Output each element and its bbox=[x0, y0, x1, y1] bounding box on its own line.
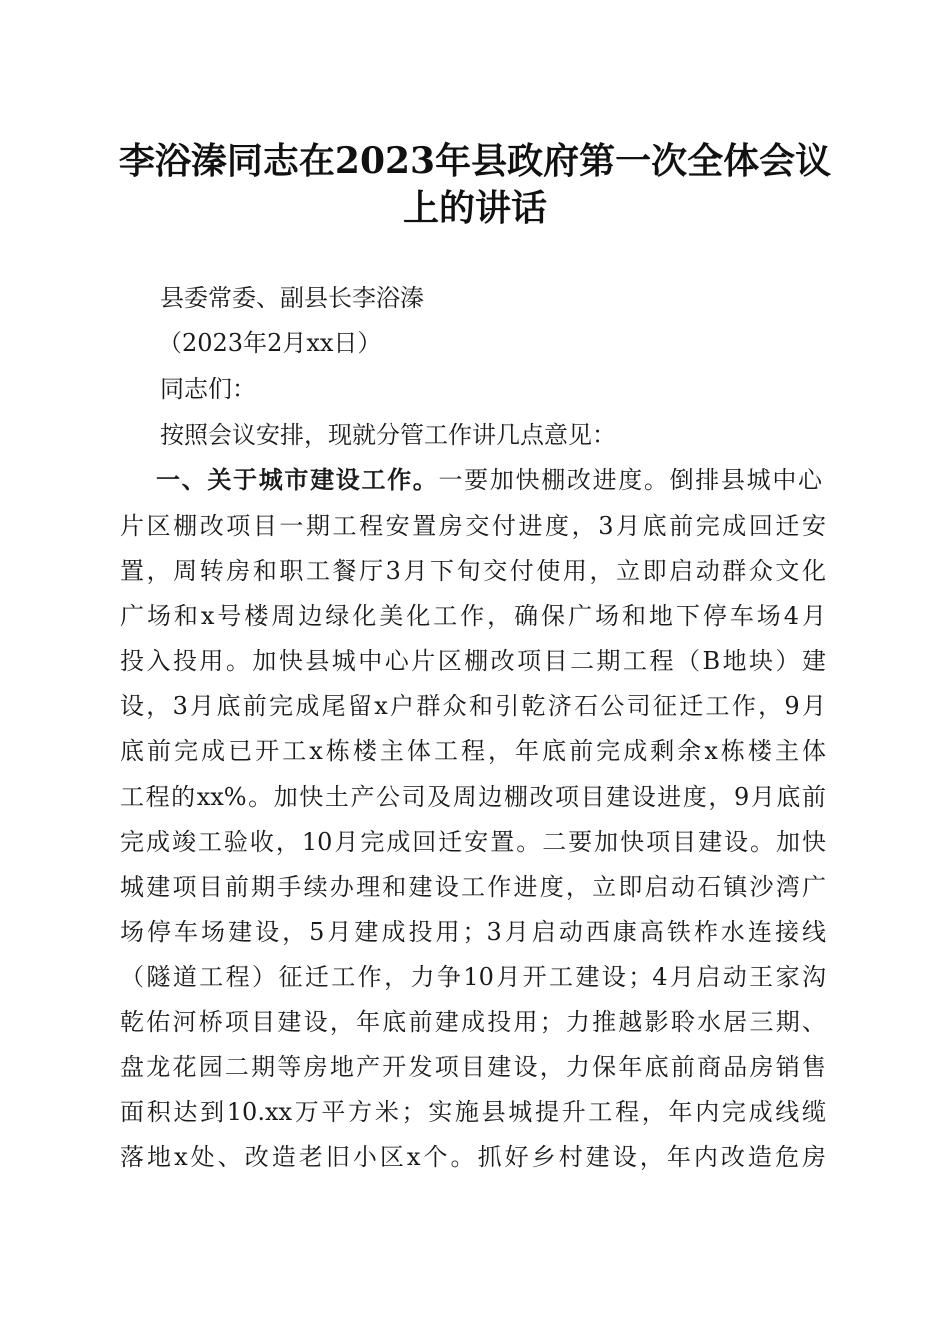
body-line: 片区棚改项目一期工程安置房交付进度，3月底前完成回迁安 bbox=[120, 512, 826, 540]
body-line: 面积达到10.xx万平方米；实施县城提升工程，年内完成线缆 bbox=[120, 1098, 826, 1126]
body-line: 广场和x号楼周边绿化美化工作，确保广场和地下停车场4月 bbox=[120, 602, 826, 630]
section1-heading: 一、关于城市建设工作。 bbox=[156, 465, 439, 494]
body-line: 盘龙花园二期等房地产开发项目建设，力保年底前商品房销售 bbox=[120, 1053, 826, 1081]
document-title-line-1: 李浴溱同志在2023年县政府第一次全体会议 bbox=[118, 140, 832, 182]
body-line: 置，周转房和职工餐厅3月下旬交付使用，立即启动群众文化 bbox=[120, 557, 826, 585]
salutation: 同志们： bbox=[160, 375, 256, 403]
body-line: 落地x处、改造老旧小区x个。抓好乡村建设，年内改造危房 bbox=[120, 1143, 826, 1171]
body-line: 乾佑河桥项目建设，年底前建成投用；力推越影聆水居三期、 bbox=[120, 1008, 826, 1036]
date-line: （2023年2月xx日） bbox=[158, 329, 382, 357]
body-line: 城建项目前期手续办理和建设工作进度，立即启动石镇沙湾广 bbox=[120, 873, 826, 901]
body-line: 场停车场建设，5月建成投用；3月启动西康高铁柞水连接线 bbox=[120, 918, 826, 946]
body-line: 工程的xx%。加快土产公司及周边棚改项目建设进度，9月底前 bbox=[120, 783, 826, 811]
body-line: 设，3月底前完成尾留x户群众和引乾济石公司征迁工作，9月 bbox=[120, 692, 826, 720]
body-line: 底前完成已开工x栋楼主体工程，年底前完成剩余x栋楼主体 bbox=[120, 737, 826, 765]
body-line: 一要加快棚改进度。倒排县城中心 bbox=[438, 466, 823, 494]
section1-first-line bbox=[156, 462, 822, 498]
body-line: 投入投用。加快县城中心片区棚改项目二期工程（B地块）建 bbox=[120, 647, 826, 675]
opening-paragraph: 按照会议安排，现就分管工作讲几点意见： bbox=[160, 421, 616, 449]
body-line: （隧道工程）征迁工作，力争10月开工建设；4月启动王家沟 bbox=[120, 963, 826, 991]
document-title-line-2: 上的讲话 bbox=[402, 187, 547, 229]
body-line: 完成竣工验收，10月完成回迁安置。二要加快项目建设。加快 bbox=[120, 828, 826, 856]
author-line: 县委常委、副县长李浴溱 bbox=[160, 284, 424, 312]
